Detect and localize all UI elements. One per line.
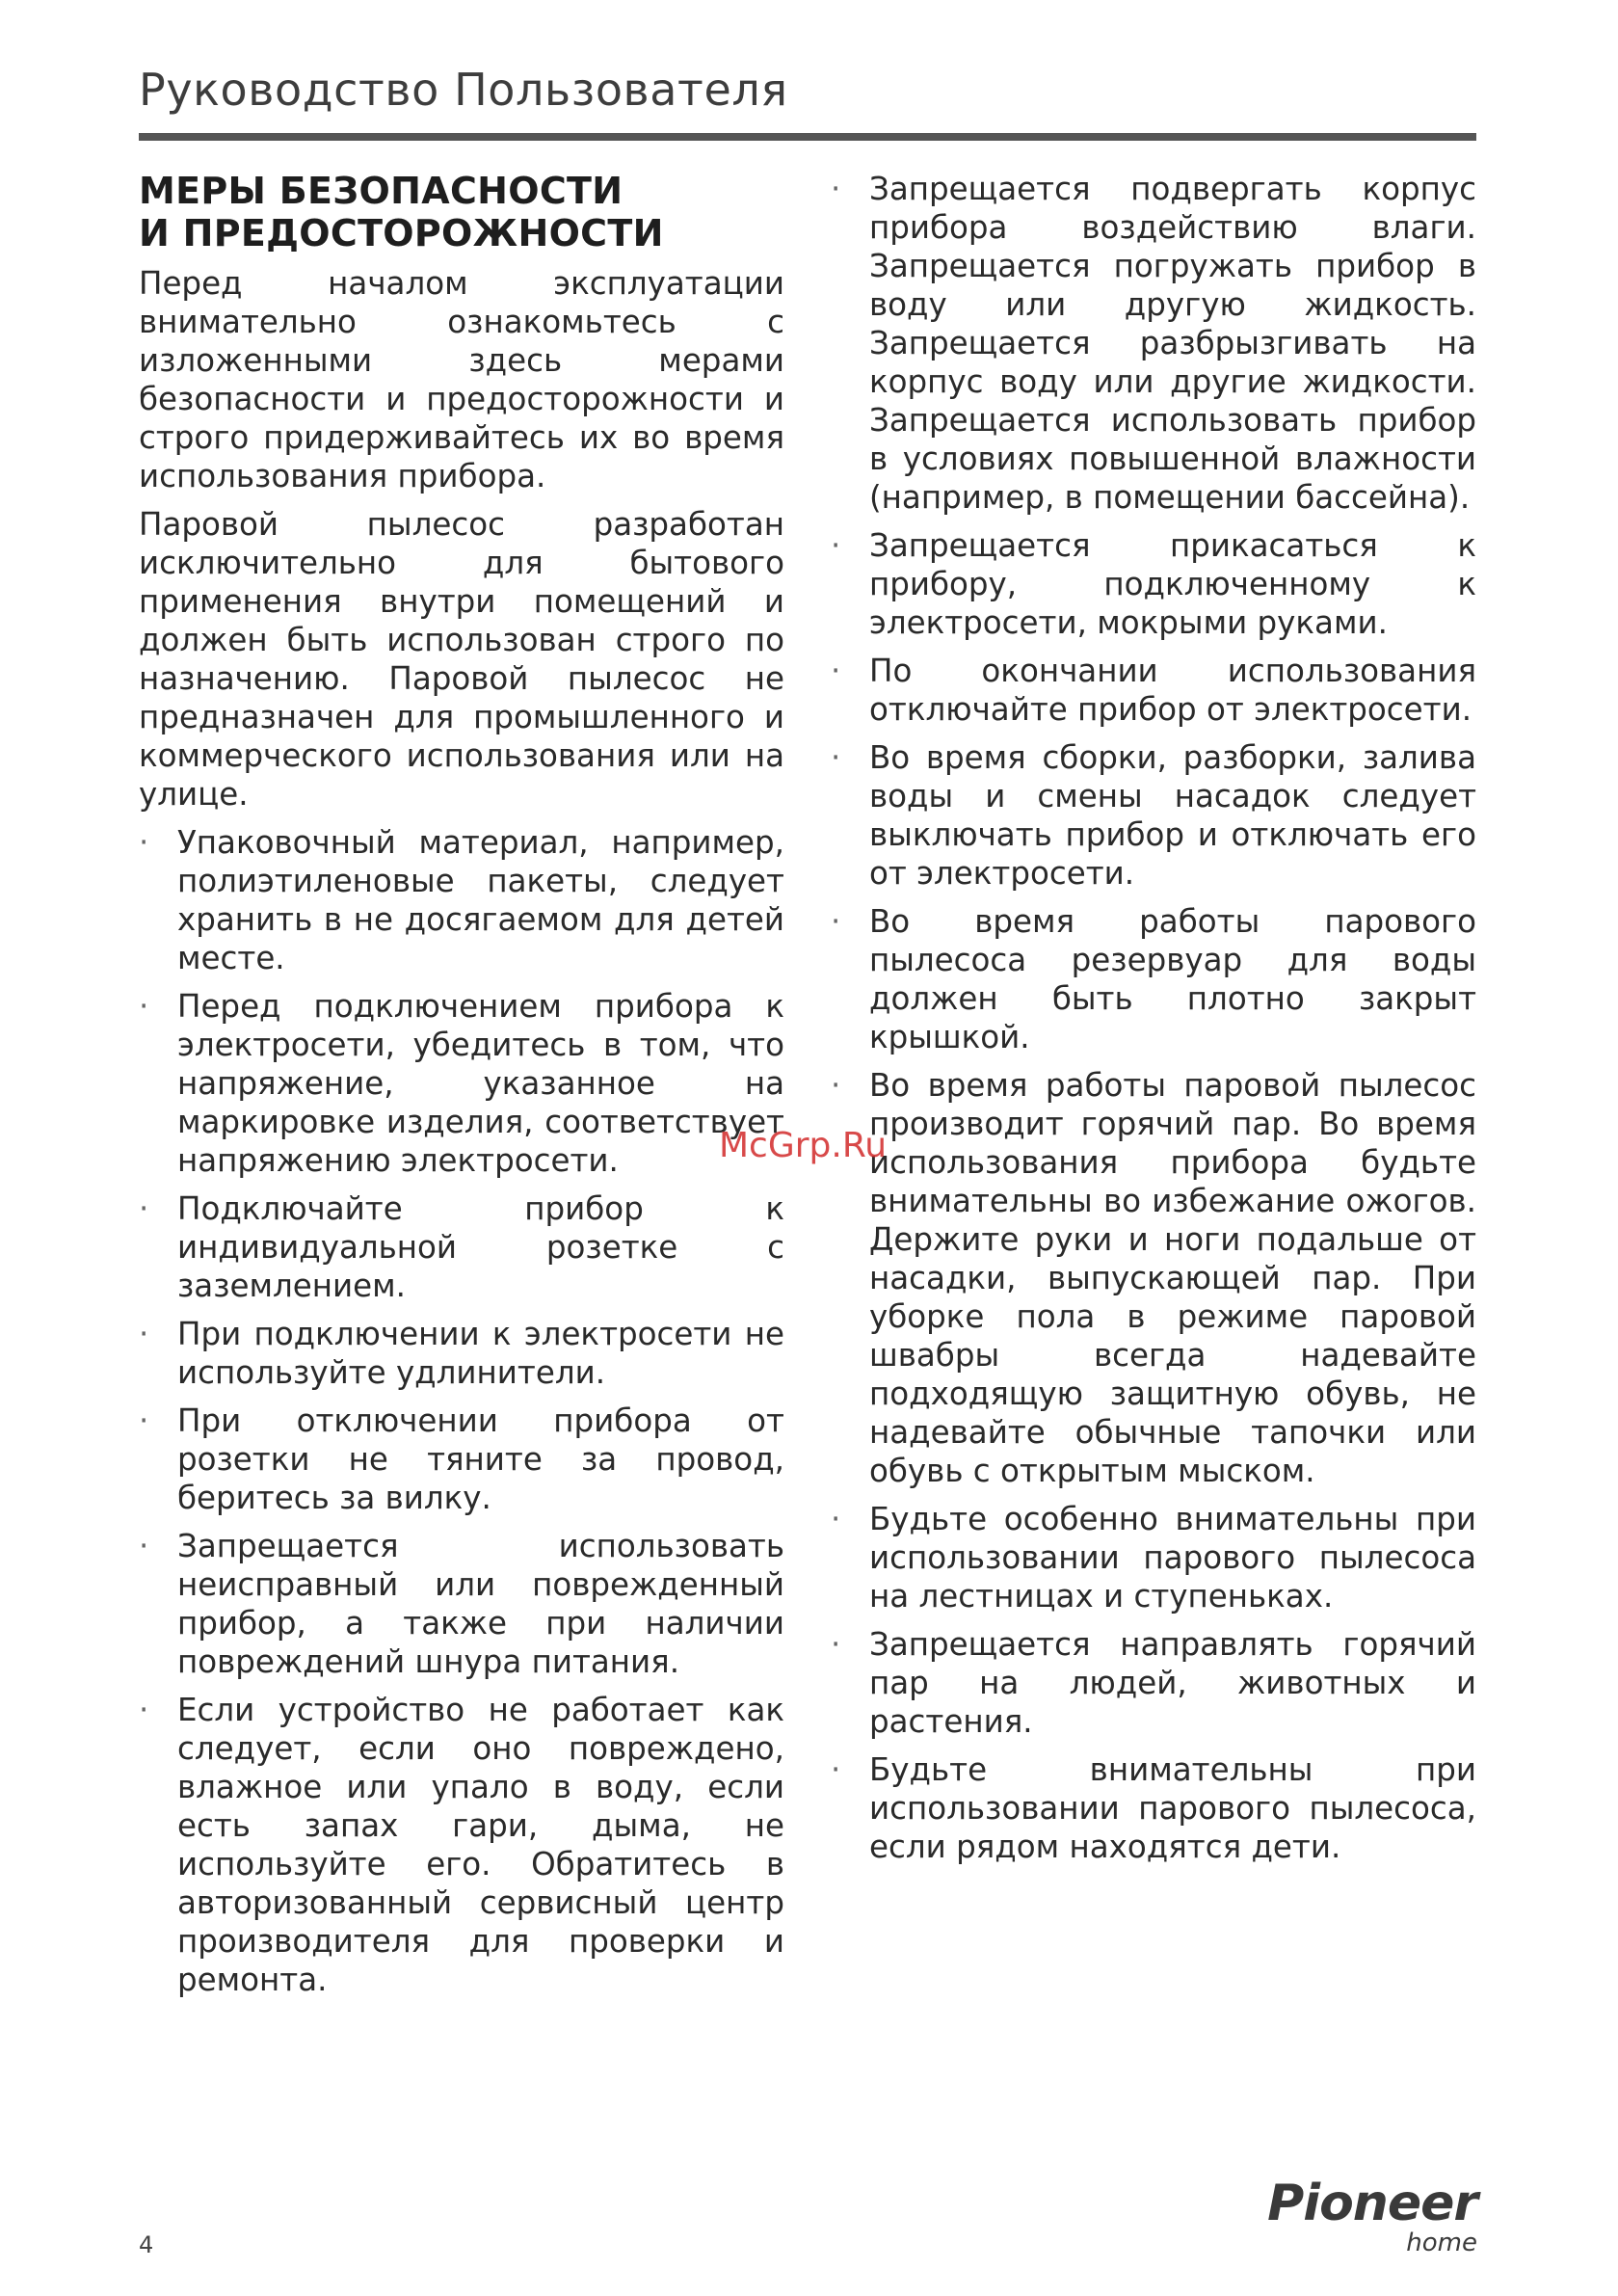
left-safety-list bbox=[139, 823, 784, 1999]
safety-item: · Будьте особенно внимательны при использовании парового пылесоса на лестницах и ступеньках. bbox=[831, 1500, 1476, 1615]
safety-item: · Запрещается прикасаться к прибору, подключенному к электросети, мокрыми руками. bbox=[831, 526, 1476, 642]
brand-logo-subtitle: home bbox=[1406, 2229, 1477, 2257]
brand-logo-name: Pioneer bbox=[1267, 2175, 1477, 2232]
page-header-title: Руководство Пользователя bbox=[139, 64, 788, 116]
safety-item: · Во время сборки, разборки, залива воды и смены насадок следует выключать прибор и отключать его от электросети. bbox=[831, 738, 1476, 893]
safety-item: · Подключайте прибор к индивидуальной розетке с заземлением. bbox=[139, 1189, 784, 1305]
safety-item: · Запрещается использовать неисправный или поврежденный прибор, а также при наличии повреждений шнура питания. bbox=[139, 1527, 784, 1681]
safety-item: · Запрещается подвергать корпус прибора воздействию влаги. Запрещается погружать прибор в воду или другую жидкость. Запрещается разбрызгивать на корпус воду или другие жидкости. Запрещается использовать прибор в условиях повышенной влажности (например, в помещении бассейна). bbox=[831, 170, 1476, 517]
brand-logo bbox=[1267, 2176, 1477, 2256]
section-title-line-1: МЕРЫ БЕЗОПАСНОСТИ bbox=[139, 170, 623, 212]
right-column bbox=[831, 170, 1476, 1876]
right-safety-list bbox=[831, 170, 1476, 1866]
intro-paragraph: Перед началом эксплуатации внимательно ознакомьтесь с изложенными здесь мерами безопасности и предосторожности и строго придерживайтесь их во время использования прибора. bbox=[139, 265, 784, 494]
safety-item: · Перед подключением прибора к электросети, убедитесь в том, что напряжение, указанное на маркировке изделия, соответствует напряжению электросети. bbox=[139, 987, 784, 1180]
page-number: 4 bbox=[139, 2231, 154, 2258]
watermark: McGrp.Ru bbox=[719, 1126, 888, 1165]
safety-item: · Упаковочный материал, например, полиэтиленовые пакеты, следует хранить в не досягаемом для детей месте. bbox=[139, 823, 784, 977]
left-column bbox=[139, 170, 784, 2009]
safety-item: · При подключении к электросети не используйте удлинители. bbox=[139, 1315, 784, 1392]
section-title-line-2: И ПРЕДОСТОРОЖНОСТИ bbox=[139, 212, 664, 254]
safety-item: · Во время работы парового пылесоса резервуар для воды должен быть плотно закрыт крышкой. bbox=[831, 902, 1476, 1056]
safety-item: · Будьте внимательны при использовании парового пылесоса, если рядом находятся дети. bbox=[831, 1750, 1476, 1866]
safety-item: · Если устройство не работает как следует, если оно повреждено, влажное или упало в воду, если есть запах гари, дыма, не используйте его. Обратитесь в авторизованный сервисный центр производителя для проверки и ремонта. bbox=[139, 1691, 784, 1999]
section-title bbox=[139, 170, 784, 254]
safety-item: · По окончании использования отключайте прибор от электросети. bbox=[831, 652, 1476, 729]
safety-item: · При отключении прибора от розетки не тяните за провод, беритесь за вилку. bbox=[139, 1402, 784, 1517]
safety-item: · Запрещается направлять горячий пар на людей, животных и растения. bbox=[831, 1625, 1476, 1741]
safety-item: · Во время работы паровой пылесос производит горячий пар. Во время использования прибора будьте внимательны во избежание ожогов. Держите руки и ноги подальше от насадки, выпускающей пар. При уборке пола в режиме паровой швабры всегда надевайте подходящую защитную обувь, не надевайте обычные тапочки или обувь с открытым мыском. bbox=[831, 1066, 1476, 1490]
header-divider bbox=[139, 133, 1476, 141]
purpose-paragraph: Паровой пылесос разработан исключительно для бытового применения внутри помещений и должен быть использован строго по назначению. Паровой пылесос не предназначен для промышленного и коммерческого использования или на улице. bbox=[139, 506, 784, 813]
